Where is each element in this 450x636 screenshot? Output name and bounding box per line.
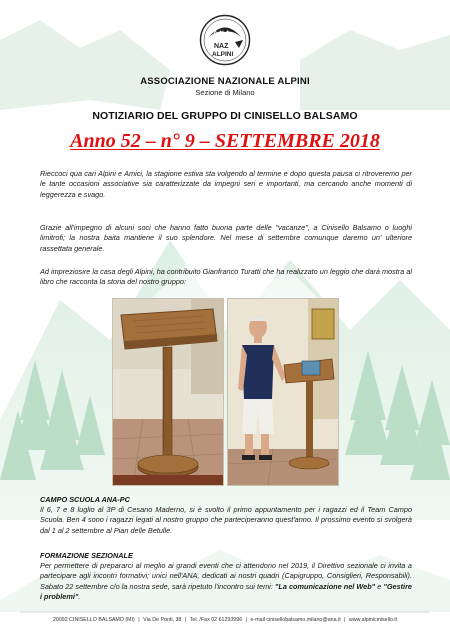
organization-name: ASSOCIAZIONE NAZIONALE ALPINI [140,76,310,87]
footer-phone: Tel. /Fax 02 61293996 [189,617,243,623]
issue-title: Anno 52 – n° 9 – SETTEMBRE 2018 [70,130,380,152]
lectern-photo [112,298,224,486]
organization-section: Sezione di Milano [195,88,255,97]
footer-separator: | [344,617,346,623]
logo-text-naz: NAZ [214,43,229,50]
footer-separator: | [184,617,187,623]
newsletter-title: NOTIZIARIO DEL GRUPPO DI CINISELLO BALSAMO [92,110,358,122]
formazione-topic-web: "La comunicazione nel Web" [274,581,376,591]
maintenance-paragraph: Grazie all'impegno di alcuni soci che hanno fatto buona parte delle "vacanze", a Cinisello Balsamo o luoghi limitrofi; la nostra baita mantiene il suo splendore. Nel mese di settembre comunque daremo un' ulteriore rassettata generale. [40,223,412,253]
formazione-text: Per permettere di prepararci al meglio ai grandi eventi che ci attendono nel 2019, il Direttivo sezionale ci invita a partecipare agli incontri formativi; unici nell'ANA, dedicati ai nostri quadri (Capigruppo, Consiglieri, Responsabili). Sabato 22 settembre c/o la nostra sede, sarà ripetuto l'incontro sui temi: [40,561,412,591]
footer-website[interactable]: www.alpinicinisello.it [349,617,398,623]
lectern-paragraph: Ad impreziosire la casa degli Alpini, ha contribuito Gianfranco Turatti che ha realizzato un leggio che darà mostra al libro che racconta la storia del nostro gruppo: [40,267,412,287]
logo-text-top: A.N.A. [213,31,231,37]
formazione-joiner: e [375,581,384,591]
campo-scuola-paragraph: Il 6, 7 e 8 luglio al 3P di Cesano Maderno, si è svolto il primo appuntamento per i ragazzi ed il Team Campo Scuola. Ben 4 sono i ragazzi legati al nostro gruppo che parteciperanno quest'anno. Il prossimo evento si svolgerà dal 1 al 2 settembre al Pian delle Betulle. [40,505,412,535]
formazione-heading: FORMAZIONE SEZIONALE [40,551,133,560]
ana-logo [199,14,251,66]
formazione-topic-problemi: "Gestire i problemi" [40,581,412,601]
man-with-lectern-photo [227,298,339,486]
formazione-paragraph [40,561,412,602]
footer-separator: | [138,617,140,623]
formazione-end: . [78,591,81,601]
footer-address: 20092 CINISELLO BALSAMO (MI) [52,617,135,623]
logo-text-alpini: ALPINI [212,51,234,58]
intro-paragraph: Rieccoci qua cari Alpini e Amici, la stagione estiva sta volgendo al termine e dopo questa pausa ci ritroveremo per le tante occasioni associative sia caratterizzate da impegni seri e importanti, ma cercando anche momenti di leggerezza e svago. [40,169,412,199]
footer-email[interactable]: e-mail cinisellobalsamo.milano@ana.it [250,617,341,623]
campo-scuola-heading: CAMPO SCUOLA ANA-PC [40,495,130,504]
footer-separator: | [245,617,248,623]
footer-contacts [0,617,450,623]
footer-street: Via De Ponti, 38 [143,617,182,623]
